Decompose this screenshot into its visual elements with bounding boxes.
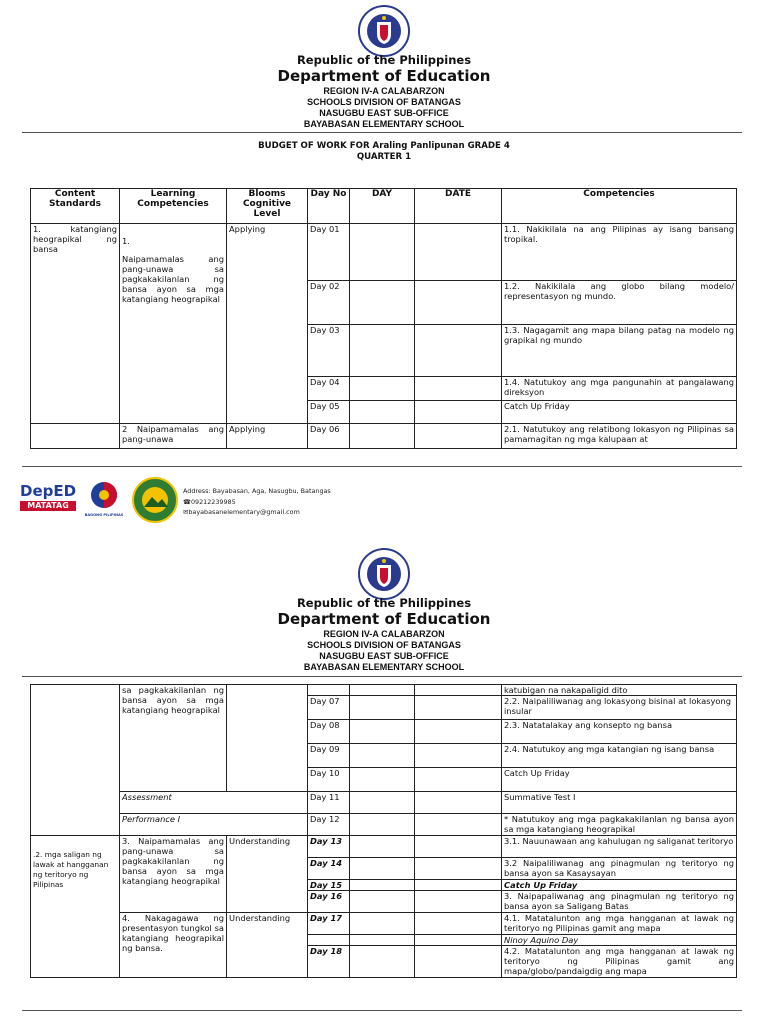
date-cell bbox=[415, 935, 502, 946]
quarter-label: QUARTER 1 bbox=[356, 152, 412, 162]
date-cell bbox=[415, 696, 502, 720]
day-no-cell: Day 02 bbox=[308, 281, 350, 325]
date-cell bbox=[415, 424, 502, 449]
day-cell bbox=[350, 744, 415, 768]
division-line: SCHOOLS DIVISION OF BATANGAS bbox=[307, 97, 461, 107]
day-cell bbox=[350, 325, 415, 377]
assessment-label: Assessment bbox=[120, 792, 308, 814]
competency-cell: 3. Naipapaliwanag ang pinagmulan ng teritoryo ng bansa ayon sa Saligang Batas bbox=[502, 891, 737, 913]
day-cell bbox=[350, 720, 415, 744]
date-cell bbox=[415, 224, 502, 281]
day-cell bbox=[350, 891, 415, 913]
content-standard-cell bbox=[31, 685, 120, 836]
competency-cell: Catch Up Friday bbox=[502, 401, 737, 424]
bloom-level-cell: Applying bbox=[227, 424, 308, 449]
header-learning-competencies: Learning Competencies bbox=[120, 189, 227, 224]
day-no-cell: Day 15 bbox=[308, 880, 350, 891]
day-cell bbox=[350, 377, 415, 401]
competency-cell: Summative Test I bbox=[502, 792, 737, 814]
date-cell bbox=[415, 836, 502, 858]
date-cell bbox=[415, 880, 502, 891]
day-no-cell: Day 03 bbox=[308, 325, 350, 377]
republic-heading: Republic of the Philippines bbox=[296, 53, 472, 67]
department-heading: Department of Education bbox=[277, 610, 491, 628]
header-divider bbox=[22, 132, 742, 133]
day-no-cell: Day 17 bbox=[308, 913, 350, 935]
table-row bbox=[31, 792, 737, 814]
region-line: REGION IV-A CALABARZON bbox=[323, 86, 445, 96]
date-cell bbox=[415, 913, 502, 935]
competency-cell: Catch Up Friday bbox=[502, 880, 737, 891]
phone-line bbox=[183, 497, 236, 507]
competency-cell: 2.1. Natutukoy ang relatibong lokasyon ng Pilipinas sa pamamagitan ng mga kalupaan at bbox=[502, 424, 737, 449]
table-row bbox=[31, 424, 737, 449]
day-cell bbox=[350, 281, 415, 325]
day-no-cell: Day 12 bbox=[308, 814, 350, 836]
competency-cell: Catch Up Friday bbox=[502, 768, 737, 792]
content-standard-cell: .2. mga saligan ng lawak at hangganan ng teritoryo ng Pilipinas bbox=[31, 836, 120, 978]
day-no-cell: Day 01 bbox=[308, 224, 350, 281]
region-line: REGION IV-A CALABARZON bbox=[323, 629, 445, 639]
suboffice-line: NASUGBU EAST SUB-OFFICE bbox=[319, 651, 449, 661]
day-no-cell: Day 10 bbox=[308, 768, 350, 792]
lc1-text: Naipamamalas ang pang-unawa sa pagkakakilanlan ng bansa ayon sa mga katangiang heograpikal bbox=[122, 254, 224, 304]
header-day-no: Day No bbox=[308, 189, 350, 224]
day-no-cell: Day 05 bbox=[308, 401, 350, 424]
email-address: bayabasanelementary@gmail.com bbox=[188, 508, 300, 516]
header-content-standards: Content Standards bbox=[31, 189, 120, 224]
day-no-cell: Day 18 bbox=[308, 946, 350, 978]
email-icon: ✉ bbox=[183, 508, 189, 516]
competency-cell: 3.1. Nauunawaan ang kahulugan ng saliganat teritoryo bbox=[502, 836, 737, 858]
day-cell bbox=[350, 858, 415, 880]
day-cell bbox=[350, 814, 415, 836]
learning-competency-cell: sa pagkakakilanlan ng bansa ayon sa mga katangiang heograpikal bbox=[120, 685, 227, 792]
day-no-cell: Day 06 bbox=[308, 424, 350, 449]
date-cell bbox=[415, 792, 502, 814]
date-cell bbox=[415, 401, 502, 424]
header-blooms-level: Blooms Cognitive Level bbox=[227, 189, 308, 224]
date-cell bbox=[415, 685, 502, 696]
school-line: BAYABASAN ELEMENTARY SCHOOL bbox=[303, 119, 465, 129]
day-cell bbox=[350, 401, 415, 424]
performance-label: Performance I bbox=[120, 814, 308, 836]
footer-divider bbox=[22, 1010, 742, 1011]
content-standard-cell bbox=[31, 424, 120, 449]
date-cell bbox=[415, 891, 502, 913]
header-divider bbox=[22, 676, 742, 677]
date-cell bbox=[415, 858, 502, 880]
deped-seal-logo bbox=[357, 547, 411, 601]
phone-icon: ☎ bbox=[183, 498, 191, 506]
lc1-number: 1. bbox=[122, 236, 130, 246]
competency-cell: Ninoy Aquino Day bbox=[502, 935, 737, 946]
date-cell bbox=[415, 377, 502, 401]
day-cell bbox=[350, 913, 415, 935]
bagong-pilipinas-logo bbox=[82, 480, 126, 516]
day-no-cell: Day 13 bbox=[308, 836, 350, 858]
competency-cell: 1.1. Nakikilala na ang Pilipinas ay isang bansang tropikal. bbox=[502, 224, 737, 281]
day-cell bbox=[350, 946, 415, 978]
date-cell bbox=[415, 768, 502, 792]
day-cell bbox=[350, 880, 415, 891]
phone-number: 09212239985 bbox=[190, 498, 236, 506]
competency-cell: 1.3. Nagagamit ang mapa bilang patag na modelo ng grapikal ng mundo bbox=[502, 325, 737, 377]
competency-cell: 4.2. Matatalunton ang mga hangganan at lawak ng teritoryo ng Pilipinas gamit ang mapa/globo/pandaigdig ang mapa bbox=[502, 946, 737, 978]
deped-seal-logo bbox=[357, 4, 411, 58]
day-no-cell bbox=[308, 935, 350, 946]
day-cell bbox=[350, 424, 415, 449]
competency-cell: * Natutukoy ang mga pagkakakilanlan ng bansa ayon sa mga katangiang heograpikal bbox=[502, 814, 737, 836]
competency-cell: 1.4. Natutukoy ang mga pangunahin at pangalawang direksyon bbox=[502, 377, 737, 401]
table-row bbox=[31, 913, 737, 935]
content-standard-cell: 1. katangiang heograpikal ng bansa bbox=[31, 224, 120, 424]
learning-competency-cell: 4. Nakagagawa ng presentasyon tungkol sa katangiang heograpikal ng bansa. bbox=[120, 913, 227, 978]
day-cell bbox=[350, 935, 415, 946]
email-line bbox=[183, 507, 300, 517]
bloom-level-cell: Understanding bbox=[227, 913, 308, 978]
day-cell bbox=[350, 696, 415, 720]
table-row bbox=[31, 836, 737, 858]
republic-heading: Republic of the Philippines bbox=[296, 596, 472, 610]
competency-cell: katubigan na nakapaligid dito bbox=[502, 685, 737, 696]
budget-table-page1 bbox=[30, 188, 737, 449]
day-cell bbox=[350, 224, 415, 281]
footer-divider bbox=[22, 466, 742, 467]
suboffice-line: NASUGBU EAST SUB-OFFICE bbox=[319, 108, 449, 118]
day-no-cell: Day 08 bbox=[308, 720, 350, 744]
competency-cell: 3.2 Naipaliliwanag ang pinagmulan ng teritoryo ng bansa ayon sa Kasaysayan bbox=[502, 858, 737, 880]
table-row bbox=[31, 814, 737, 836]
competency-cell: 4.1. Matatalunton ang mga hangganan at lawak ng teritoryo ng Pilipinas gamit ang mapa bbox=[502, 913, 737, 935]
bagong-pilipinas-label: BAGONG PILIPINAS bbox=[84, 513, 124, 517]
day-no-cell: Day 09 bbox=[308, 744, 350, 768]
table-row bbox=[31, 224, 737, 281]
date-cell bbox=[415, 720, 502, 744]
day-no-cell: Day 11 bbox=[308, 792, 350, 814]
budget-table-page2 bbox=[30, 684, 737, 978]
day-cell bbox=[350, 792, 415, 814]
header-day: DAY bbox=[350, 189, 415, 224]
date-cell bbox=[415, 946, 502, 978]
document-title: BUDGET OF WORK FOR Araling Panlipunan GRADE 4 bbox=[258, 141, 510, 151]
header-date: DATE bbox=[415, 189, 502, 224]
table-row bbox=[31, 685, 737, 696]
competency-cell: 1.2. Nakikilala ang globo bilang modelo/ representasyon ng mundo. bbox=[502, 281, 737, 325]
competency-cell: 2.2. Naipaliliwanag ang lokasyong bisinal at lokasyong insular bbox=[502, 696, 737, 720]
date-cell bbox=[415, 325, 502, 377]
matatag-wordmark: MATATAG bbox=[20, 501, 76, 511]
learning-competency-cell: 2 Naipamamalas ang pang-unawa bbox=[120, 424, 227, 449]
date-cell bbox=[415, 281, 502, 325]
day-no-cell: Day 14 bbox=[308, 858, 350, 880]
deped-matatag-logo bbox=[20, 483, 76, 511]
date-cell bbox=[415, 744, 502, 768]
date-cell bbox=[415, 814, 502, 836]
day-cell bbox=[350, 685, 415, 696]
day-no-cell: Day 16 bbox=[308, 891, 350, 913]
bloom-level-cell bbox=[227, 685, 308, 792]
header-competencies: Competencies bbox=[502, 189, 737, 224]
learning-competency-cell: 3. Naipamamalas ang pang-unawa sa pagkakakilanlan ng bansa ayon sa mga katangiang heograpikal bbox=[120, 836, 227, 913]
bloom-level-cell: Understanding bbox=[227, 836, 308, 913]
address-line: Address: Bayabasan, Aga, Nasugbu, Batangas bbox=[183, 487, 331, 495]
day-cell bbox=[350, 836, 415, 858]
competency-cell: 2.4. Natutukoy ang mga katangian ng isang bansa bbox=[502, 744, 737, 768]
day-no-cell bbox=[308, 685, 350, 696]
school-line: BAYABASAN ELEMENTARY SCHOOL bbox=[303, 662, 465, 672]
competency-cell: 2.3. Natatalakay ang konsepto ng bansa bbox=[502, 720, 737, 744]
day-cell bbox=[350, 768, 415, 792]
bloom-level-cell: Applying bbox=[227, 224, 308, 424]
day-no-cell: Day 04 bbox=[308, 377, 350, 401]
division-line: SCHOOLS DIVISION OF BATANGAS bbox=[307, 640, 461, 650]
department-heading: Department of Education bbox=[277, 67, 491, 85]
deped-wordmark: DepED bbox=[20, 482, 77, 500]
day-no-cell: Day 07 bbox=[308, 696, 350, 720]
school-seal-logo bbox=[132, 477, 178, 523]
learning-competency-cell bbox=[120, 224, 227, 424]
